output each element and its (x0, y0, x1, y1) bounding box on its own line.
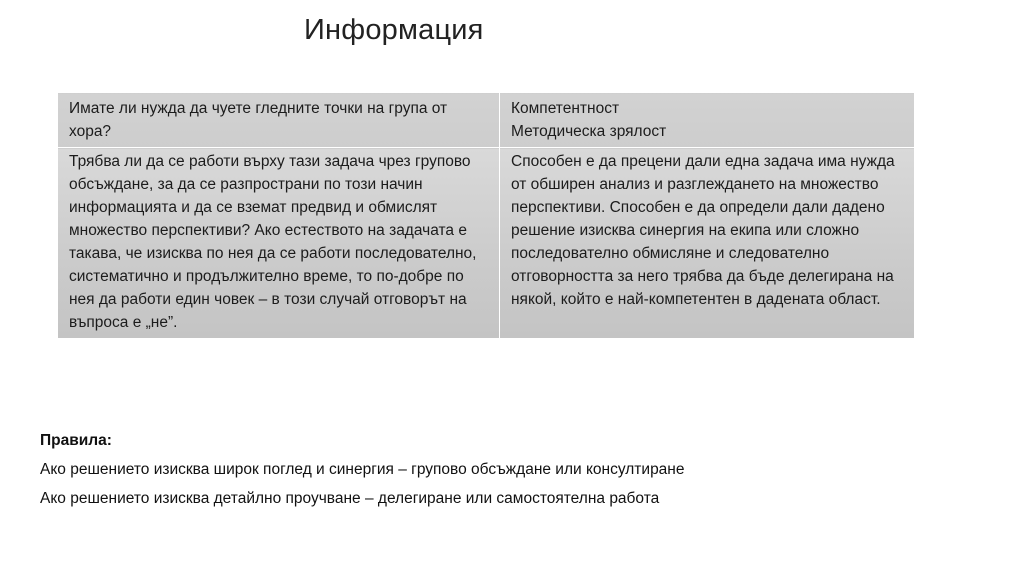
page-title: Информация (304, 14, 484, 46)
rule-item: Ако решението изисква широк поглед и синергия – групово обсъждане или консултиране (40, 461, 685, 478)
methodical-maturity-label: Методическа зрялост (511, 123, 667, 140)
table-cell-description: Способен е да прецени дали една задача има нужда от обширен анализ и разглеждането на множество перспективи. Способен е да определи дали дадено решение изисква синергия на екипа или сложно последователно обмисляне и следователно отговорността за него трябва да бъде делегирана на някой, който е най-компетентен в дадената област. (500, 148, 915, 339)
rules-section (40, 432, 684, 519)
info-table (57, 92, 915, 339)
rule-item: Ако решението изисква детайлно проучване – делегиране или самостоятелна работа (40, 490, 660, 507)
table-cell-competence (500, 93, 915, 148)
competence-label: Компетентност (511, 100, 620, 117)
table-cell-question: Имате ли нужда да чуете гледните точки на група от хора? (58, 93, 500, 148)
rules-title: Правила: (40, 432, 112, 449)
table-row (58, 148, 915, 339)
table-cell-explanation: Трябва ли да се работи върху тази задача чрез групово обсъждане, за да се разпространи по този начин информацията и да се вземат предвид и обмислят множество перспективи? Ако естеството на задачата е такава, че изисква по нея да се работи последователно, систематично и продължително време, то по-добре по нея да работи един човек – в този случай отговорът на въпроса е „не”. (58, 148, 500, 339)
table-header-row (58, 93, 915, 148)
